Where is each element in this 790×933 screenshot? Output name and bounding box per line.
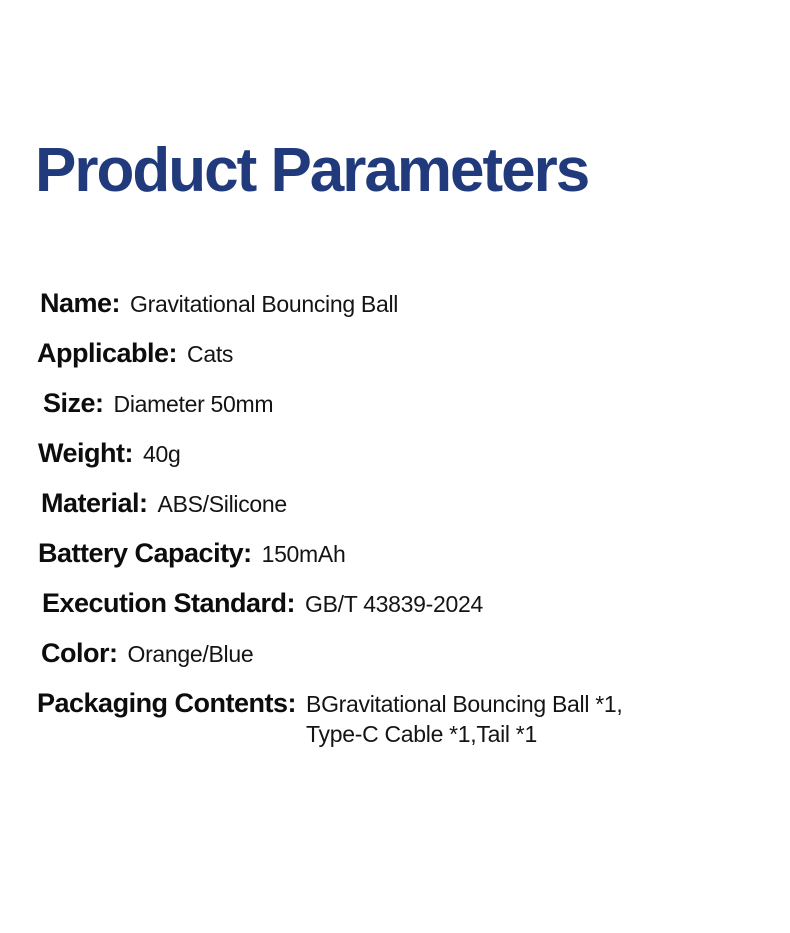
parameter-label: Applicable: [37,338,178,368]
parameter-value: Gravitational Bouncing Ball [130,291,399,317]
parameter-value: ABS/Silicone [157,491,287,517]
page-title: Product Parameters [35,136,589,205]
parameter-list [0,286,790,749]
parameter-row-material [41,486,790,521]
parameter-value [306,689,622,749]
parameter-value: Diameter 50mm [113,391,274,417]
parameter-value: 150mAh [261,541,346,567]
parameter-value: Cats [187,341,234,367]
parameter-label: Packaging Contents: [37,688,297,718]
parameter-label: Material: [41,488,148,518]
parameter-row-size [43,386,790,421]
parameter-value: GB/T 43839-2024 [305,591,483,617]
parameter-row-packaging-contents [37,686,790,749]
parameter-row-name [40,286,790,321]
parameter-label: Name: [40,288,121,318]
parameter-value: Orange/Blue [127,641,254,667]
parameter-label: Battery Capacity: [38,538,252,568]
parameter-label: Size: [43,388,104,418]
parameter-row-weight [38,436,790,471]
parameter-value: 40g [142,441,181,467]
parameter-row-battery-capacity [38,536,790,571]
parameter-label: Color: [41,638,118,668]
packaging-contents-line-1: BGravitational Bouncing Ball *1, [306,691,623,717]
packaging-contents-line-2: Type-C Cable *1,Tail *1 [306,721,537,747]
parameter-row-applicable [37,336,790,371]
parameter-row-execution-standard [42,586,790,621]
parameter-label: Execution Standard: [42,588,296,618]
parameter-label: Weight: [38,438,133,468]
parameter-row-color [41,636,790,671]
